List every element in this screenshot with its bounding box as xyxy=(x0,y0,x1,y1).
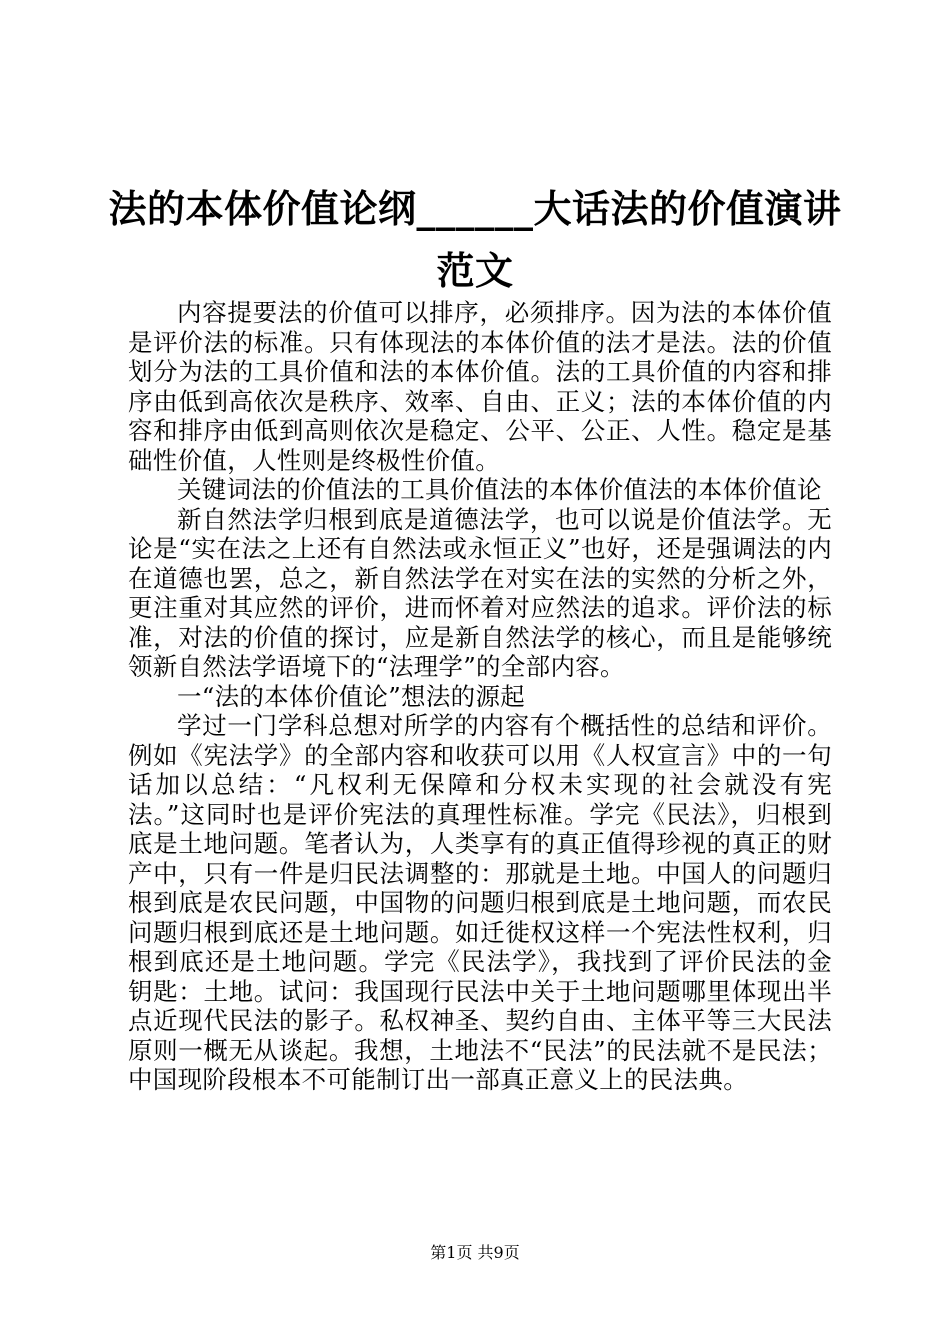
page-number-footer: 第1页 共9页 xyxy=(430,1243,520,1262)
paragraph-section-one: 学过一门学科总想对所学的内容有个概括性的总结和评价。例如《宪法学》的全部内容和收获可以用《人权宣言》中的一句话加以总结：“凡权利无保障和分权未实现的社会就没有宪法。”这同时也是评价宪法的真理性标准。学完《民法》，归根到底是土地问题。笔者认为，人类享有的真正值得珍视的真正的财产中，只有一件是归民法调整的：那就是土地。中国人的问题归根到底是农民问题，中国物的问题归根到底是土地问题，而农民问题归根到底还是土地问题。如迁徙权这样一个宪法性权利，归根到底还是土地问题。学完《民法学》，我找到了评价民法的金钥匙：土地。试问：我国现行民法中关于土地问题哪里体现出半点近现代民法的影子。私权神圣、契约自由、主体平等三大民法原则一概无从谈起。我想，土地法不“民法”的民法就不是民法；中国现阶段根本不可能制订出一部真正意义上的民法典。 xyxy=(128,711,832,1094)
paragraph-abstract: 内容提要法的价值可以排序，必须排序。因为法的本体价值是评价法的标准。只有体现法的本体价值的法才是法。法的价值划分为法的工具价值和法的本体价值。法的工具价值的内容和排序由低到高依次是秩序、效率、自由、正义；法的本体价值的内容和排序由低到高则依次是稳定、公平、公正、人性。稳定是基础性价值，人性则是终极性价值。 xyxy=(128,298,832,475)
section-heading: 一“法的本体价值论”想法的源起 xyxy=(177,681,526,711)
paragraph-intro: 新自然法学归根到底是道德法学，也可以说是价值法学。无论是“实在法之上还有自然法或永恒正义”也好，还是强调法的内在道德也罢，总之，新自然法学在对实在法的实然的分析之外，更注重对其应然的评价，进而怀着对应然法的追求。评价法的标准，对法的价值的探讨，应是新自然法学的核心，而且是能够统领新自然法学语境下的“法理学”的全部内容。 xyxy=(128,504,832,681)
document-title: 法的本体价值论纲______大话法的价值演讲范文 xyxy=(108,187,842,293)
document-body xyxy=(128,298,832,1095)
paragraph-keywords: 关键词法的价值法的工具价值法的本体价值法的本体价值论 xyxy=(177,475,822,504)
